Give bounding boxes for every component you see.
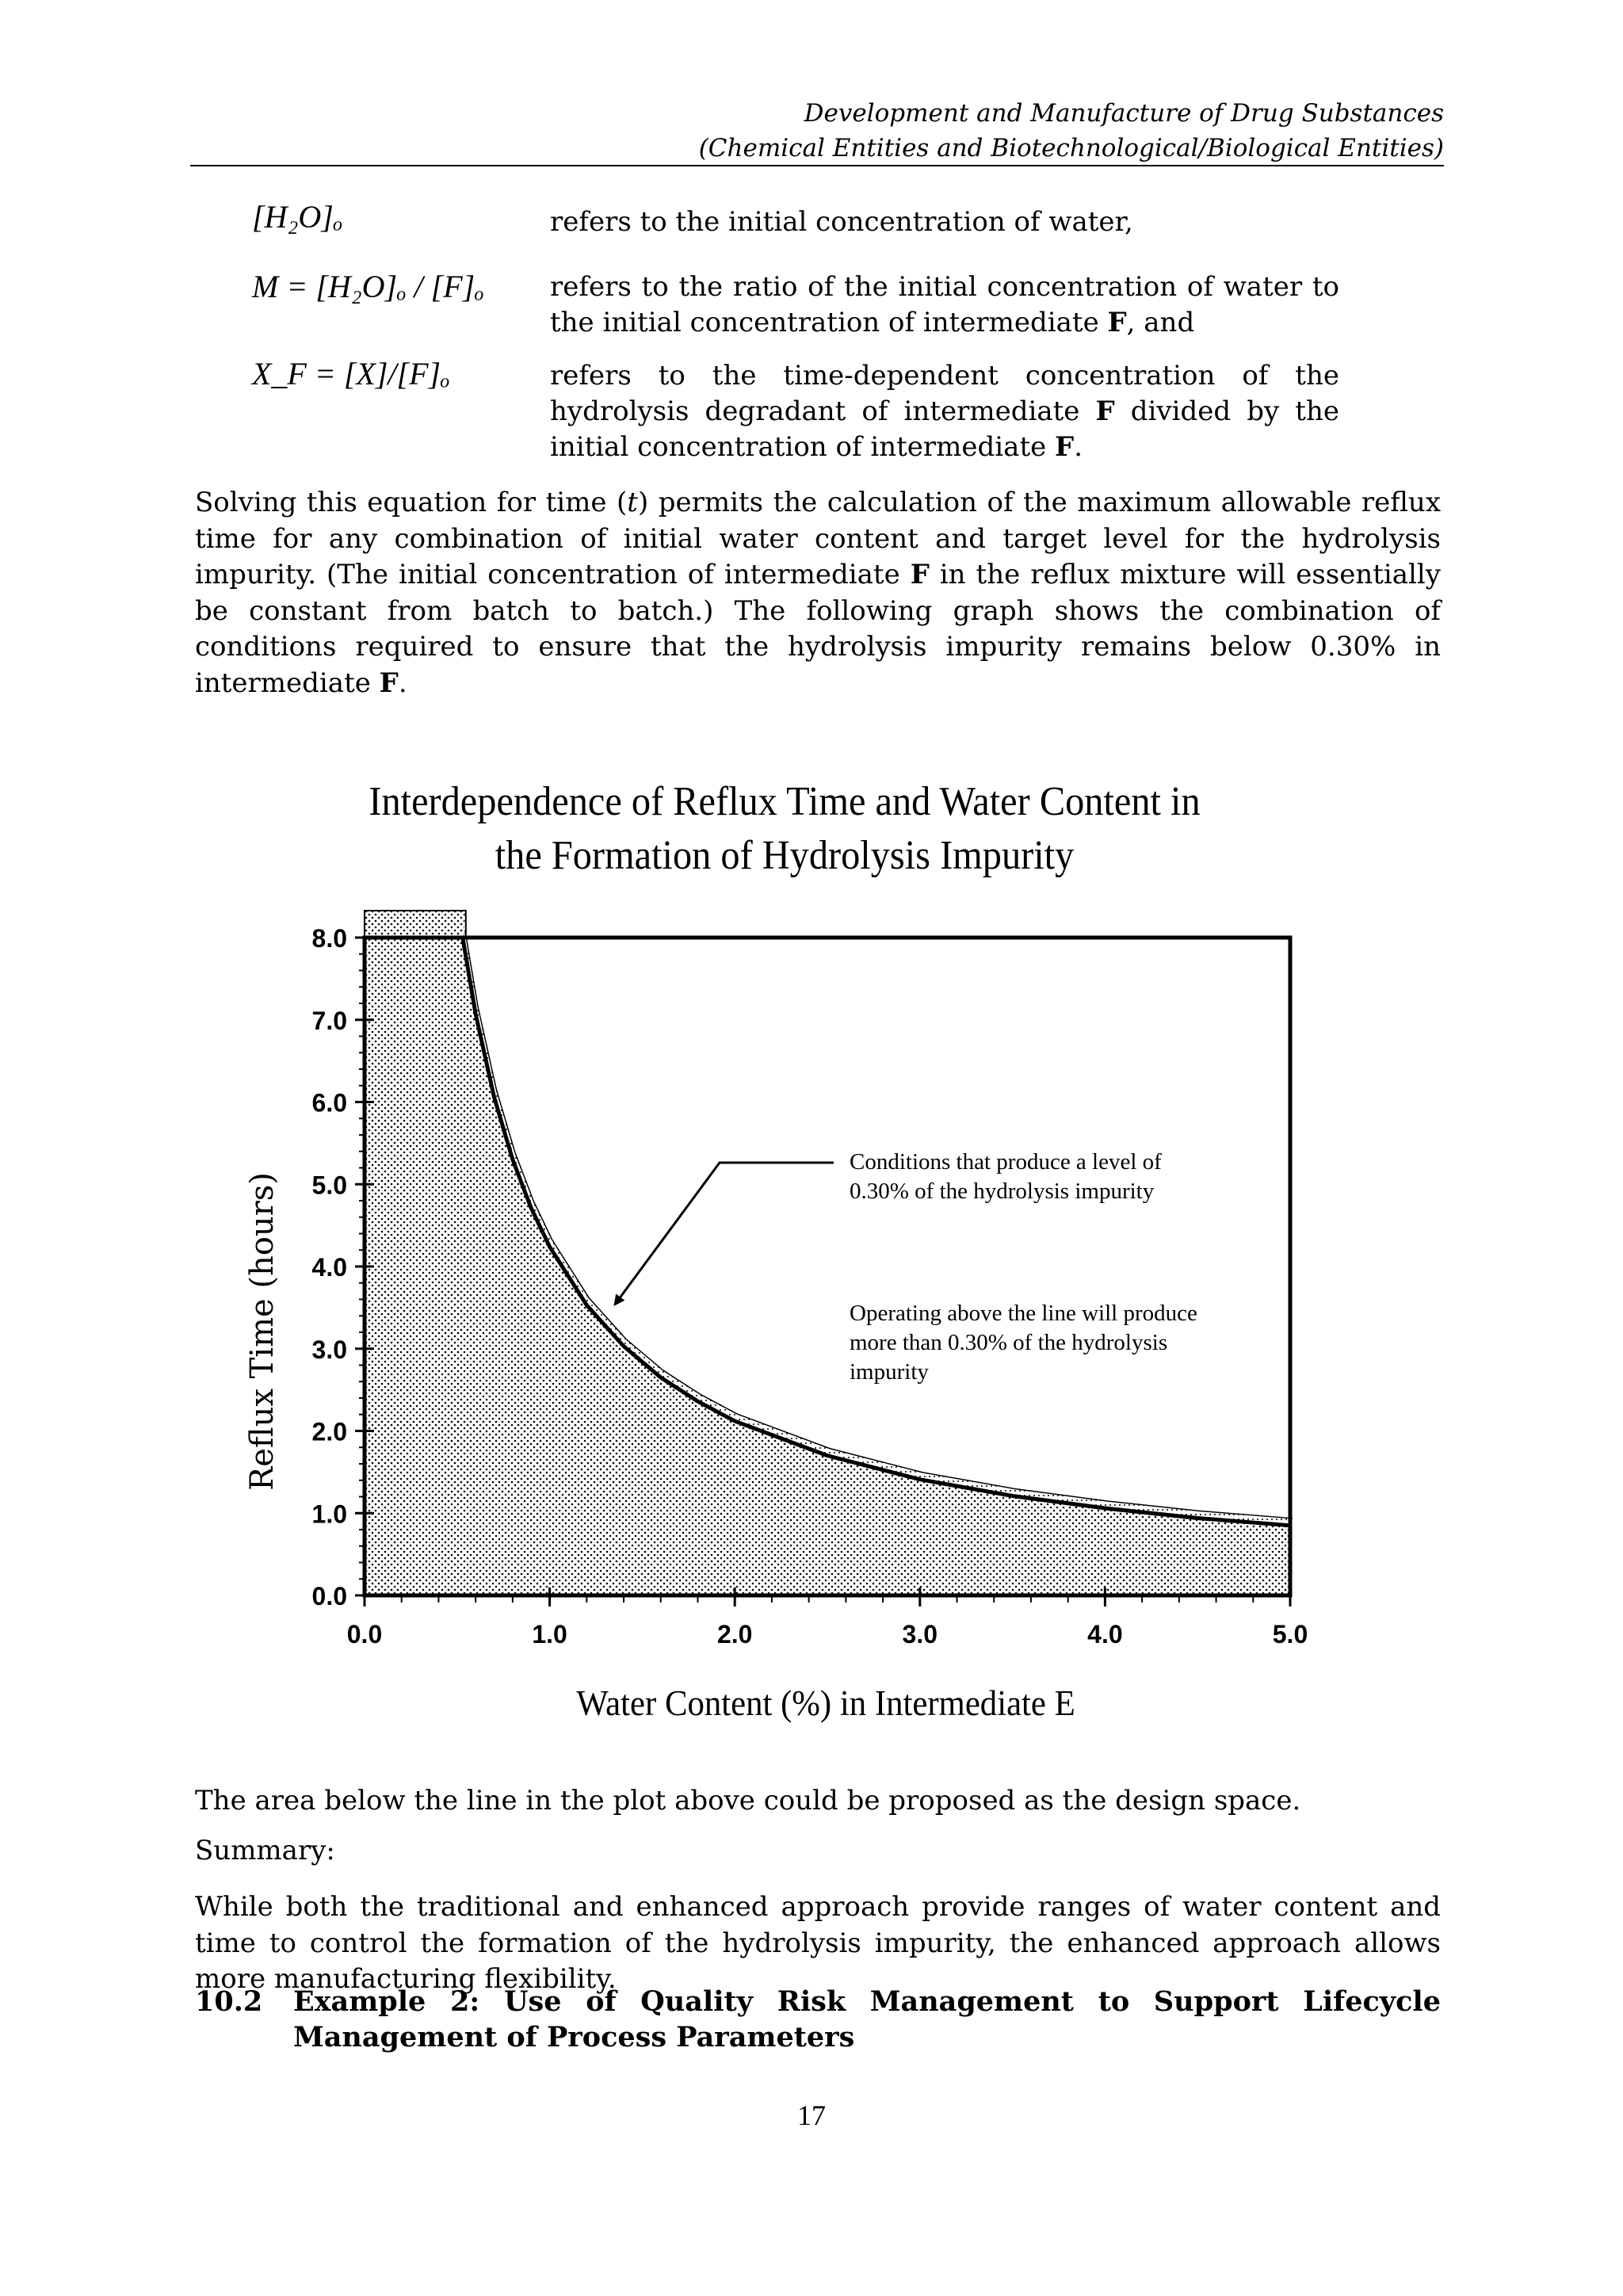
x-tick-label: 4.0: [1087, 1620, 1123, 1648]
plot-area: [312, 911, 1308, 1648]
y-axis-label: Reflux Time (hours): [244, 1172, 281, 1491]
intro-paragraph: Solving this equation for time (t) permits the calculation of the maximum allowable reflux time for any combination of initial water content and target level for the hydrolysis impurity. (The initial concentration of intermediate F in the reflux mixture will essentially be constant from batch to batch.) The following graph shows the combination of conditions required to ensure that the hydrolysis impurity remains below 0.30% in intermediate F.: [195, 487, 1441, 699]
definition-text-ratio: refers to the ratio of the initial concentration of water to the initial concentration of intermediate F, and: [550, 271, 1339, 338]
y-tick-label: 0.0: [311, 1582, 347, 1610]
y-tick-label: 5.0: [311, 1171, 347, 1200]
page-number: 17: [797, 2099, 826, 2131]
y-tick-label: 8.0: [311, 924, 347, 953]
annotation-conditions-line-1: Conditions that produce a level of: [850, 1149, 1162, 1175]
annotation-operating-line-1: Operating above the line will produce: [850, 1301, 1197, 1326]
definition-symbol-water: [H₂O]ₒ: [252, 199, 343, 235]
y-tick-label: 1.0: [311, 1499, 347, 1529]
annotation-conditions-line-2: 0.30% of the hydrolysis impurity: [850, 1179, 1155, 1204]
y-tick-label: 6.0: [311, 1088, 347, 1117]
y-tick-label: 3.0: [311, 1335, 347, 1364]
x-tick-label: 3.0: [902, 1620, 938, 1648]
x-tick-label: 0.0: [346, 1620, 383, 1648]
x-tick-label: 5.0: [1272, 1620, 1308, 1648]
running-header-line-1: Development and Manufacture of Drug Substances: [804, 99, 1444, 128]
x-tick-label: 1.0: [532, 1620, 567, 1648]
chart-title-line-1: Interdependence of Reflux Time and Water Content in: [369, 777, 1201, 824]
section-title: Example 2: Use of Quality Risk Management to Support Lifecycle Management of Process Parameters: [293, 1985, 1441, 2053]
x-axis-label: Water Content (%) in Intermediate E: [576, 1682, 1075, 1724]
design-space-area: [365, 911, 1290, 1595]
summary-label: Summary:: [195, 1835, 335, 1866]
annotation-arrow: [615, 1163, 834, 1305]
annotation-operating: [850, 1301, 1197, 1385]
chart-title-line-2: the Formation of Hydrolysis Impurity: [495, 831, 1075, 878]
summary-paragraph: While both the traditional and enhanced approach provide ranges of water content and time to control the formation of the hydrolysis impurity, the enhanced approach allows more manufacturing flexibility.: [195, 1891, 1441, 1996]
definition-symbol-ratio: M = [H₂O]ₒ / [F]ₒ: [252, 269, 484, 304]
definition-symbol-fraction: X_F = [X]/[F]ₒ: [252, 356, 450, 392]
y-tick-label: 2.0: [311, 1417, 347, 1446]
section-number: 10.2: [195, 1985, 263, 2018]
y-tick-label: 4.0: [311, 1253, 347, 1282]
y-tick-label: 7.0: [311, 1006, 347, 1035]
annotation-operating-line-3: impurity: [850, 1359, 929, 1385]
definition-text-water: refers to the initial concentration of water,: [550, 206, 1133, 238]
design-space-paragraph: The area below the line in the plot above could be proposed as the design space.: [195, 1785, 1301, 1817]
annotation-operating-line-2: more than 0.30% of the hydrolysis: [850, 1330, 1168, 1355]
running-header-line-2: (Chemical Entities and Biotechnological/Biological Entities): [698, 134, 1444, 162]
annotation-conditions: [850, 1149, 1162, 1204]
x-tick-label: 2.0: [716, 1620, 753, 1648]
definition-text-fraction: refers to the time-dependent concentration of the hydrolysis degradant of intermediate F divided by the initial concentration of intermediate F.: [550, 360, 1339, 463]
